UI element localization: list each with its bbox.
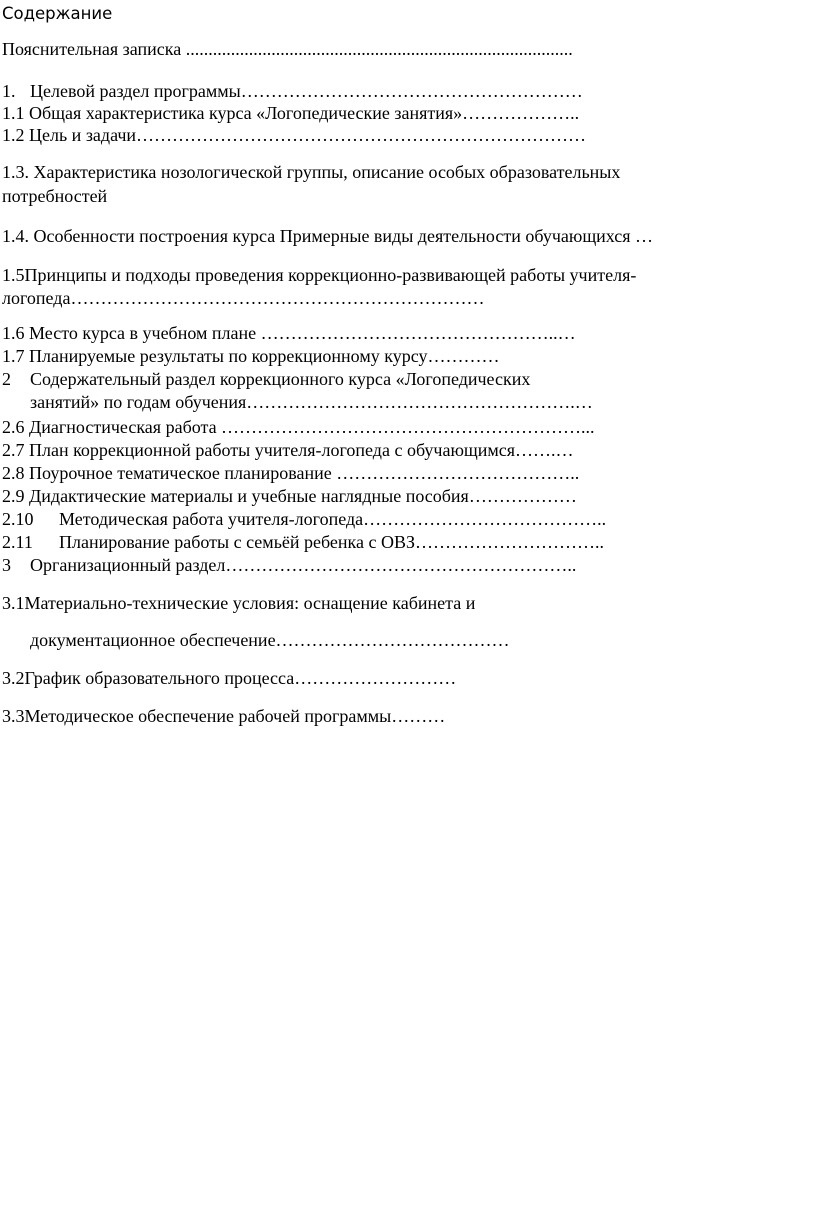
toc-entry-2-7: 2.7 План коррекционной работы учителя-логопеда с обучающимся…….…	[2, 440, 574, 460]
toc-entry-3-2: 3.2График образовательного процесса………………………	[2, 668, 457, 688]
toc-entry-number: 2.10	[2, 509, 34, 529]
toc-entry-2-10	[2, 508, 606, 530]
toc-entry-text: Методическая работа учителя-логопеда…………………………………..	[59, 509, 607, 529]
toc-entry-2-6: 2.6 Диагностическая работа ……………………………………………………...	[2, 417, 595, 437]
toc-entry-1-4: 1.4. Особенности построения курса Примерные виды деятельности обучающихся …	[2, 226, 654, 246]
toc-entry-text: Планирование работы с семьёй ребенка с ОВЗ…………………………..	[59, 532, 605, 552]
toc-entry-1-3-line2: потребностей	[2, 186, 108, 206]
toc-entry-1	[2, 80, 583, 102]
toc-entry-number: 3	[2, 555, 11, 575]
toc-entry-2-line2: занятий» по годам обучения……………………………………………….…	[30, 392, 593, 412]
toc-entry-3-3: 3.3Методическое обеспечение рабочей программы………	[2, 706, 446, 726]
toc-entry-2-line1	[2, 368, 530, 390]
toc-entry-text: Организационный раздел…………………………………………………..	[30, 555, 577, 575]
toc-entry-2-9: 2.9 Дидактические материалы и учебные наглядные пособия………………	[2, 486, 577, 506]
toc-entry-1-2: 1.2 Цель и задачи…………………………………………………………………	[2, 125, 587, 145]
toc-entry-number: 2.11	[2, 532, 33, 552]
toc-entry-text: Содержательный раздел коррекционного курса «Логопедических	[30, 369, 531, 389]
toc-entry-number: 2	[2, 369, 11, 389]
toc-entry-3-1-line1: 3.1Материально-технические условия: оснащение кабинета и	[2, 593, 476, 613]
toc-entry-2-8: 2.8 Поурочное тематическое планирование …………………………………..	[2, 463, 580, 483]
toc-entry-1-5-line2: логопеда……………………………………………………………	[2, 288, 485, 308]
toc-entry-3	[2, 554, 576, 576]
toc-entry-1-6: 1.6 Место курса в учебном плане …………………………………………..…	[2, 323, 576, 343]
toc-entry-1-1: 1.1 Общая характеристика курса «Логопедические занятия»………………..	[2, 103, 580, 123]
toc-entry-3-1-line2: документационное обеспечение…………………………………	[30, 630, 510, 650]
toc-entry-1-7: 1.7 Планируемые результаты по коррекционному курсу…………	[2, 346, 500, 366]
toc-entry-1-5-line1: 1.5Принципы и подходы проведения коррекционно-развивающей работы учителя-	[2, 265, 637, 285]
page-title: Содержание	[2, 4, 113, 23]
toc-entry-explanatory: Пояснительная записка ......................................................................................	[2, 39, 573, 59]
toc-entry-text: Целевой раздел программы…………………………………………………	[30, 81, 583, 101]
toc-entry-1-3-line1: 1.3. Характеристика нозологической группы, описание особых образовательных	[2, 162, 621, 182]
toc-entry-2-11	[2, 531, 604, 553]
toc-entry-number: 1.	[2, 81, 16, 101]
